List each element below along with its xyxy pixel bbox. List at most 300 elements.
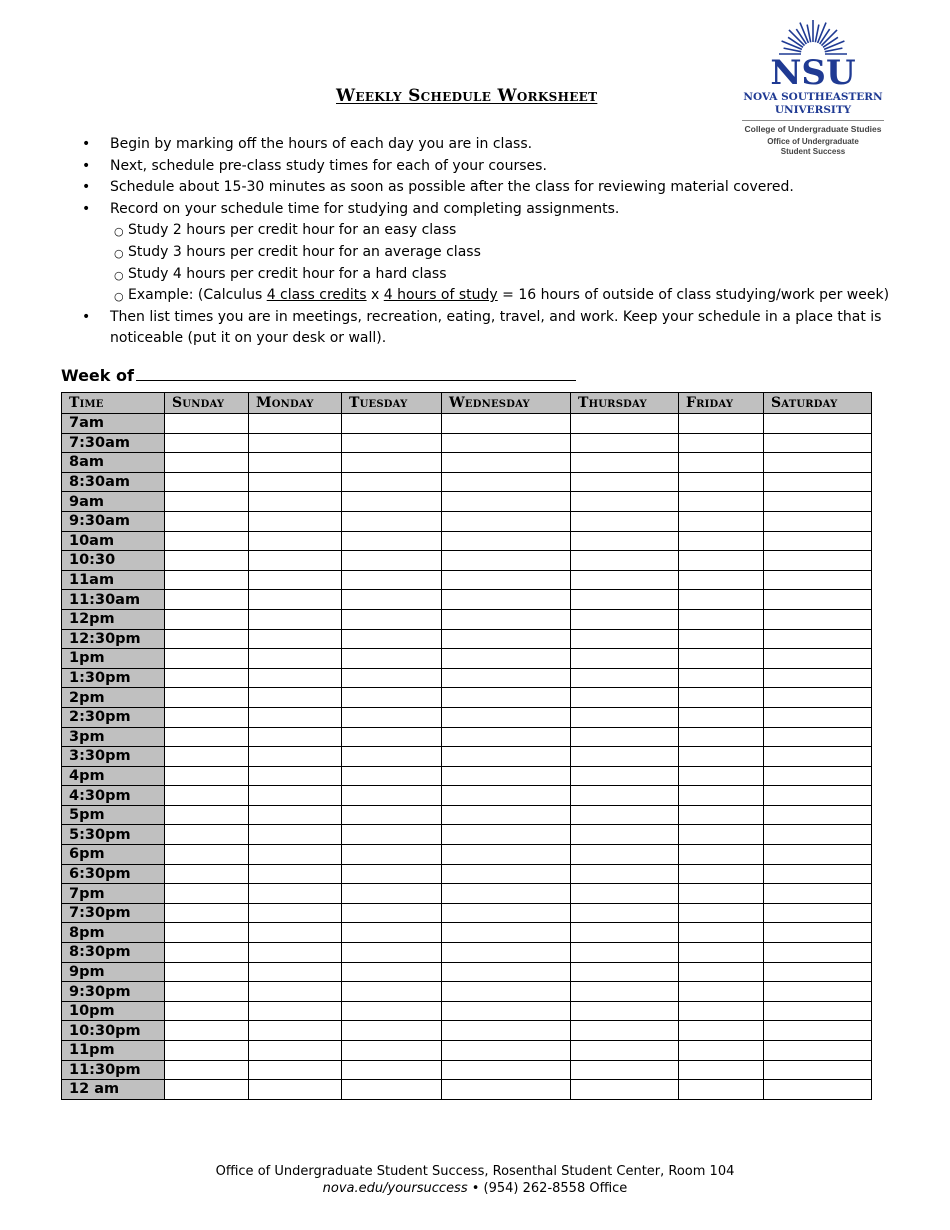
schedule-cell[interactable] <box>249 668 342 688</box>
schedule-cell[interactable] <box>342 903 442 923</box>
schedule-cell[interactable] <box>571 923 679 943</box>
schedule-cell[interactable] <box>679 414 764 434</box>
schedule-cell[interactable] <box>442 570 571 590</box>
time-cell: 9:30am <box>62 511 165 531</box>
schedule-cell[interactable] <box>764 1001 872 1021</box>
schedule-cell[interactable] <box>571 982 679 1002</box>
schedule-cell[interactable] <box>442 962 571 982</box>
schedule-cell[interactable] <box>764 649 872 669</box>
schedule-cell[interactable] <box>679 629 764 649</box>
schedule-cell[interactable] <box>342 1001 442 1021</box>
schedule-cell[interactable] <box>764 668 872 688</box>
schedule-cell[interactable] <box>571 472 679 492</box>
schedule-cell[interactable] <box>165 747 249 767</box>
schedule-cell[interactable] <box>571 727 679 747</box>
table-row <box>62 943 872 963</box>
schedule-cell[interactable] <box>764 609 872 629</box>
schedule-cell[interactable] <box>249 609 342 629</box>
table-row <box>62 1021 872 1041</box>
schedule-cell[interactable] <box>442 903 571 923</box>
schedule-cell[interactable] <box>442 982 571 1002</box>
schedule-cell[interactable] <box>679 766 764 786</box>
schedule-cell[interactable] <box>764 570 872 590</box>
time-cell: 6pm <box>62 845 165 865</box>
schedule-cell[interactable] <box>679 884 764 904</box>
schedule-cell[interactable] <box>442 1021 571 1041</box>
schedule-cell[interactable] <box>442 629 571 649</box>
schedule-cell[interactable] <box>764 472 872 492</box>
schedule-cell[interactable] <box>165 805 249 825</box>
schedule-cell[interactable] <box>249 845 342 865</box>
schedule-cell[interactable] <box>679 453 764 473</box>
schedule-cell[interactable] <box>679 805 764 825</box>
schedule-cell[interactable] <box>764 433 872 453</box>
table-row <box>62 551 872 571</box>
table-row <box>62 962 872 982</box>
example-credits: 4 class credits <box>266 287 367 304</box>
schedule-cell[interactable] <box>764 727 872 747</box>
schedule-cell[interactable] <box>342 433 442 453</box>
schedule-cell[interactable] <box>165 1041 249 1061</box>
schedule-cell[interactable] <box>165 962 249 982</box>
schedule-cell[interactable] <box>165 903 249 923</box>
schedule-cell[interactable] <box>165 531 249 551</box>
schedule-cell[interactable] <box>249 825 342 845</box>
schedule-cell[interactable] <box>679 531 764 551</box>
schedule-cell[interactable] <box>442 747 571 767</box>
table-row <box>62 707 872 727</box>
schedule-cell[interactable] <box>249 492 342 512</box>
week-of-blank-line[interactable] <box>136 366 576 381</box>
schedule-cell[interactable] <box>442 943 571 963</box>
page-title: Weekly Schedule Worksheet <box>336 86 598 106</box>
schedule-cell[interactable] <box>249 962 342 982</box>
schedule-cell[interactable] <box>165 982 249 1002</box>
schedule-cell[interactable] <box>679 688 764 708</box>
schedule-cell[interactable] <box>342 727 442 747</box>
schedule-cell[interactable] <box>764 492 872 512</box>
schedule-cell[interactable] <box>442 649 571 669</box>
schedule-cell[interactable] <box>764 786 872 806</box>
schedule-cell[interactable] <box>342 805 442 825</box>
time-cell: 7:30pm <box>62 903 165 923</box>
schedule-cell[interactable] <box>165 884 249 904</box>
schedule-cell[interactable] <box>249 903 342 923</box>
schedule-cell[interactable] <box>249 1001 342 1021</box>
schedule-cell[interactable] <box>249 1060 342 1080</box>
example-times: x <box>366 287 384 304</box>
schedule-cell[interactable] <box>679 825 764 845</box>
schedule-cell[interactable] <box>442 453 571 473</box>
schedule-cell[interactable] <box>571 570 679 590</box>
schedule-cell[interactable] <box>764 923 872 943</box>
schedule-cell[interactable] <box>342 649 442 669</box>
schedule-cell[interactable] <box>442 864 571 884</box>
schedule-cell[interactable] <box>764 805 872 825</box>
schedule-cell[interactable] <box>342 923 442 943</box>
schedule-cell[interactable] <box>571 433 679 453</box>
logo-college: College of Undergraduate Studies <box>744 124 882 134</box>
schedule-cell[interactable] <box>249 864 342 884</box>
schedule-cell[interactable] <box>764 864 872 884</box>
schedule-cell[interactable] <box>342 1080 442 1100</box>
schedule-cell[interactable] <box>571 590 679 610</box>
schedule-cell[interactable] <box>342 864 442 884</box>
schedule-cell[interactable] <box>249 511 342 531</box>
schedule-cell[interactable] <box>679 1041 764 1061</box>
time-cell: 10am <box>62 531 165 551</box>
schedule-cell[interactable] <box>571 1060 679 1080</box>
schedule-cell[interactable] <box>571 453 679 473</box>
schedule-cell[interactable] <box>249 414 342 434</box>
schedule-cell[interactable] <box>571 825 679 845</box>
schedule-cell[interactable] <box>764 453 872 473</box>
schedule-cell[interactable] <box>764 845 872 865</box>
schedule-cell[interactable] <box>679 727 764 747</box>
schedule-cell[interactable] <box>442 492 571 512</box>
schedule-cell[interactable] <box>165 414 249 434</box>
schedule-cell[interactable] <box>249 923 342 943</box>
schedule-cell[interactable] <box>764 982 872 1002</box>
logo-divider <box>742 120 884 121</box>
schedule-cell[interactable] <box>571 551 679 571</box>
schedule-cell[interactable] <box>442 1041 571 1061</box>
schedule-cell[interactable] <box>679 786 764 806</box>
schedule-cell[interactable] <box>165 433 249 453</box>
schedule-cell[interactable] <box>342 414 442 434</box>
schedule-cell[interactable] <box>571 903 679 923</box>
schedule-cell[interactable] <box>571 609 679 629</box>
schedule-cell[interactable] <box>442 472 571 492</box>
schedule-cell[interactable] <box>165 786 249 806</box>
schedule-cell[interactable] <box>679 845 764 865</box>
schedule-cell[interactable] <box>571 962 679 982</box>
schedule-cell[interactable] <box>679 962 764 982</box>
schedule-cell[interactable] <box>571 629 679 649</box>
schedule-cell[interactable] <box>249 805 342 825</box>
schedule-cell[interactable] <box>342 1041 442 1061</box>
schedule-cell[interactable] <box>571 805 679 825</box>
schedule-cell[interactable] <box>764 1060 872 1080</box>
schedule-cell[interactable] <box>442 707 571 727</box>
footer <box>0 1163 950 1197</box>
schedule-cell[interactable] <box>571 1001 679 1021</box>
time-cell: 1:30pm <box>62 668 165 688</box>
schedule-cell[interactable] <box>679 1021 764 1041</box>
schedule-cell[interactable] <box>679 590 764 610</box>
schedule-cell[interactable] <box>442 609 571 629</box>
schedule-cell[interactable] <box>342 845 442 865</box>
schedule-cell[interactable] <box>165 845 249 865</box>
time-cell: 2pm <box>62 688 165 708</box>
schedule-cell[interactable] <box>571 649 679 669</box>
schedule-cell[interactable] <box>571 492 679 512</box>
schedule-cell[interactable] <box>249 688 342 708</box>
schedule-cell[interactable] <box>342 825 442 845</box>
schedule-cell[interactable] <box>342 492 442 512</box>
schedule-cell[interactable] <box>679 707 764 727</box>
schedule-cell[interactable] <box>679 649 764 669</box>
week-of-field[interactable] <box>61 366 576 385</box>
footer-address: Office of Undergraduate Student Success, Rosenthal Student Center, Room 104 <box>215 1164 735 1179</box>
schedule-cell[interactable] <box>571 786 679 806</box>
schedule-cell[interactable] <box>249 1041 342 1061</box>
schedule-cell[interactable] <box>165 707 249 727</box>
schedule-cell[interactable] <box>571 1080 679 1100</box>
schedule-cell[interactable] <box>679 982 764 1002</box>
schedule-cell[interactable] <box>679 492 764 512</box>
schedule-cell[interactable] <box>442 923 571 943</box>
table-row <box>62 511 872 531</box>
schedule-cell[interactable] <box>342 1021 442 1041</box>
schedule-cell[interactable] <box>764 884 872 904</box>
logo-university-line-1: NOVA SOUTHEASTERN <box>743 91 883 103</box>
schedule-cell[interactable] <box>679 1080 764 1100</box>
schedule-cell[interactable] <box>249 707 342 727</box>
schedule-cell[interactable] <box>165 590 249 610</box>
schedule-cell[interactable] <box>442 825 571 845</box>
schedule-cell[interactable] <box>679 609 764 629</box>
schedule-cell[interactable] <box>249 884 342 904</box>
schedule-cell[interactable] <box>342 884 442 904</box>
schedule-cell[interactable] <box>165 668 249 688</box>
schedule-cell[interactable] <box>342 511 442 531</box>
instruction-item <box>80 199 900 307</box>
schedule-cell[interactable] <box>342 962 442 982</box>
schedule-cell[interactable] <box>249 747 342 767</box>
schedule-cell[interactable] <box>679 1001 764 1021</box>
schedule-cell[interactable] <box>571 688 679 708</box>
schedule-cell[interactable] <box>249 570 342 590</box>
schedule-cell[interactable] <box>571 414 679 434</box>
schedule-cell[interactable] <box>249 433 342 453</box>
schedule-cell[interactable] <box>342 609 442 629</box>
footer-website[interactable]: nova.edu/yoursuccess <box>322 1181 468 1196</box>
column-header-day: Sunday <box>165 393 249 414</box>
schedule-cell[interactable] <box>165 492 249 512</box>
schedule-cell[interactable] <box>249 629 342 649</box>
logo-office-line-2: Student Success <box>780 147 846 156</box>
study-guideline-list <box>110 220 900 306</box>
schedule-cell[interactable] <box>165 825 249 845</box>
schedule-cell[interactable] <box>165 688 249 708</box>
schedule-cell[interactable] <box>679 1060 764 1080</box>
schedule-cell[interactable] <box>679 923 764 943</box>
schedule-cell[interactable] <box>764 1041 872 1061</box>
schedule-cell[interactable] <box>249 531 342 551</box>
schedule-cell[interactable] <box>764 1080 872 1100</box>
instruction-item: • Schedule about 15-30 minutes as soon as possible after the class for reviewing material covered. <box>80 177 900 199</box>
example-prefix: Example: (Calculus <box>128 287 267 304</box>
time-cell: 10:30 <box>62 551 165 571</box>
schedule-cell[interactable] <box>249 1021 342 1041</box>
schedule-cell[interactable] <box>679 570 764 590</box>
schedule-cell[interactable] <box>342 786 442 806</box>
schedule-cell[interactable] <box>571 864 679 884</box>
schedule-cell[interactable] <box>165 1080 249 1100</box>
schedule-cell[interactable] <box>764 903 872 923</box>
schedule-cell[interactable] <box>249 727 342 747</box>
table-row <box>62 570 872 590</box>
schedule-cell[interactable] <box>249 943 342 963</box>
schedule-cell[interactable] <box>165 551 249 571</box>
schedule-cell[interactable] <box>442 414 571 434</box>
time-cell: 6:30pm <box>62 864 165 884</box>
time-cell: 11:30am <box>62 590 165 610</box>
schedule-cell[interactable] <box>342 531 442 551</box>
time-cell: 12pm <box>62 609 165 629</box>
schedule-cell[interactable] <box>679 943 764 963</box>
schedule-cell[interactable] <box>764 688 872 708</box>
footer-phone: (954) 262-8558 Office <box>483 1181 628 1196</box>
schedule-cell[interactable] <box>165 943 249 963</box>
schedule-cell[interactable] <box>165 864 249 884</box>
schedule-cell[interactable] <box>679 864 764 884</box>
schedule-cell[interactable] <box>165 453 249 473</box>
schedule-cell[interactable] <box>342 982 442 1002</box>
schedule-cell[interactable] <box>571 531 679 551</box>
example-suffix: = 16 hours of outside of class studying/work per week) <box>497 287 890 304</box>
schedule-cell[interactable] <box>764 551 872 571</box>
schedule-cell[interactable] <box>571 943 679 963</box>
schedule-cell[interactable] <box>342 472 442 492</box>
schedule-cell[interactable] <box>442 805 571 825</box>
schedule-cell[interactable] <box>764 962 872 982</box>
schedule-cell[interactable] <box>165 766 249 786</box>
schedule-cell[interactable] <box>764 943 872 963</box>
instruction-list <box>80 134 900 350</box>
schedule-cell[interactable] <box>679 511 764 531</box>
schedule-cell[interactable] <box>442 1060 571 1080</box>
schedule-cell[interactable] <box>342 590 442 610</box>
schedule-cell[interactable] <box>764 825 872 845</box>
schedule-cell[interactable] <box>342 747 442 767</box>
schedule-cell[interactable] <box>571 884 679 904</box>
schedule-cell[interactable] <box>342 453 442 473</box>
table-row <box>62 688 872 708</box>
schedule-cell[interactable] <box>679 903 764 923</box>
schedule-cell[interactable] <box>679 433 764 453</box>
column-header-day: Thursday <box>571 393 679 414</box>
schedule-cell[interactable] <box>249 1080 342 1100</box>
schedule-cell[interactable] <box>571 511 679 531</box>
schedule-cell[interactable] <box>165 649 249 669</box>
schedule-cell[interactable] <box>442 668 571 688</box>
table-row <box>62 805 872 825</box>
schedule-cell[interactable] <box>764 531 872 551</box>
schedule-cell[interactable] <box>442 884 571 904</box>
schedule-cell[interactable] <box>165 1001 249 1021</box>
schedule-cell[interactable] <box>442 727 571 747</box>
instruction-item: • Next, schedule pre-class study times for each of your courses. <box>80 156 900 178</box>
sunburst-logo-icon <box>768 18 858 90</box>
schedule-cell[interactable] <box>442 786 571 806</box>
schedule-cell[interactable] <box>442 590 571 610</box>
schedule-cell[interactable] <box>165 923 249 943</box>
schedule-cell[interactable] <box>165 629 249 649</box>
schedule-cell[interactable] <box>764 629 872 649</box>
time-cell: 4:30pm <box>62 786 165 806</box>
schedule-cell[interactable] <box>342 707 442 727</box>
schedule-cell[interactable] <box>679 472 764 492</box>
schedule-cell[interactable] <box>764 590 872 610</box>
schedule-cell[interactable] <box>571 845 679 865</box>
instruction-item: • Begin by marking off the hours of each day you are in class. <box>80 134 900 156</box>
schedule-cell[interactable] <box>165 609 249 629</box>
schedule-cell[interactable] <box>571 668 679 688</box>
schedule-cell[interactable] <box>165 1021 249 1041</box>
schedule-cell[interactable] <box>249 590 342 610</box>
schedule-cell[interactable] <box>679 747 764 767</box>
schedule-cell[interactable] <box>165 511 249 531</box>
schedule-cell[interactable] <box>442 511 571 531</box>
table-row <box>62 727 872 747</box>
schedule-cell[interactable] <box>165 472 249 492</box>
table-row <box>62 766 872 786</box>
schedule-cell[interactable] <box>679 668 764 688</box>
schedule-cell[interactable] <box>764 747 872 767</box>
schedule-cell[interactable] <box>165 727 249 747</box>
schedule-cell[interactable] <box>571 1041 679 1061</box>
schedule-cell[interactable] <box>442 551 571 571</box>
schedule-cell[interactable] <box>342 766 442 786</box>
logo-mark: NSU <box>770 53 856 90</box>
schedule-cell[interactable] <box>342 551 442 571</box>
schedule-cell[interactable] <box>442 766 571 786</box>
table-row <box>62 864 872 884</box>
schedule-cell[interactable] <box>571 1021 679 1041</box>
schedule-cell[interactable] <box>342 570 442 590</box>
schedule-cell[interactable] <box>679 551 764 571</box>
schedule-cell[interactable] <box>442 433 571 453</box>
schedule-cell[interactable] <box>249 453 342 473</box>
schedule-cell[interactable] <box>342 668 442 688</box>
schedule-cell[interactable] <box>764 414 872 434</box>
example-hours: 4 hours of study <box>383 287 498 304</box>
schedule-cell[interactable] <box>342 1060 442 1080</box>
schedule-cell[interactable] <box>249 786 342 806</box>
schedule-cell[interactable] <box>249 649 342 669</box>
schedule-cell[interactable] <box>442 688 571 708</box>
schedule-cell[interactable] <box>442 1001 571 1021</box>
schedule-cell[interactable] <box>442 845 571 865</box>
schedule-cell[interactable] <box>249 982 342 1002</box>
time-cell: 4pm <box>62 766 165 786</box>
schedule-cell[interactable] <box>249 472 342 492</box>
schedule-cell[interactable] <box>571 707 679 727</box>
table-row <box>62 472 872 492</box>
time-cell: 5pm <box>62 805 165 825</box>
schedule-cell[interactable] <box>571 766 679 786</box>
schedule-cell[interactable] <box>764 511 872 531</box>
schedule-cell[interactable] <box>249 766 342 786</box>
schedule-cell[interactable] <box>342 629 442 649</box>
schedule-cell[interactable] <box>165 570 249 590</box>
time-cell: 11am <box>62 570 165 590</box>
schedule-cell[interactable] <box>764 766 872 786</box>
schedule-cell[interactable] <box>165 1060 249 1080</box>
schedule-cell[interactable] <box>249 551 342 571</box>
schedule-cell[interactable] <box>342 688 442 708</box>
schedule-cell[interactable] <box>571 747 679 767</box>
schedule-cell[interactable] <box>764 707 872 727</box>
table-row <box>62 590 872 610</box>
table-row <box>62 1001 872 1021</box>
schedule-cell[interactable] <box>442 531 571 551</box>
schedule-cell[interactable] <box>342 943 442 963</box>
schedule-cell[interactable] <box>442 1080 571 1100</box>
schedule-cell[interactable] <box>764 1021 872 1041</box>
